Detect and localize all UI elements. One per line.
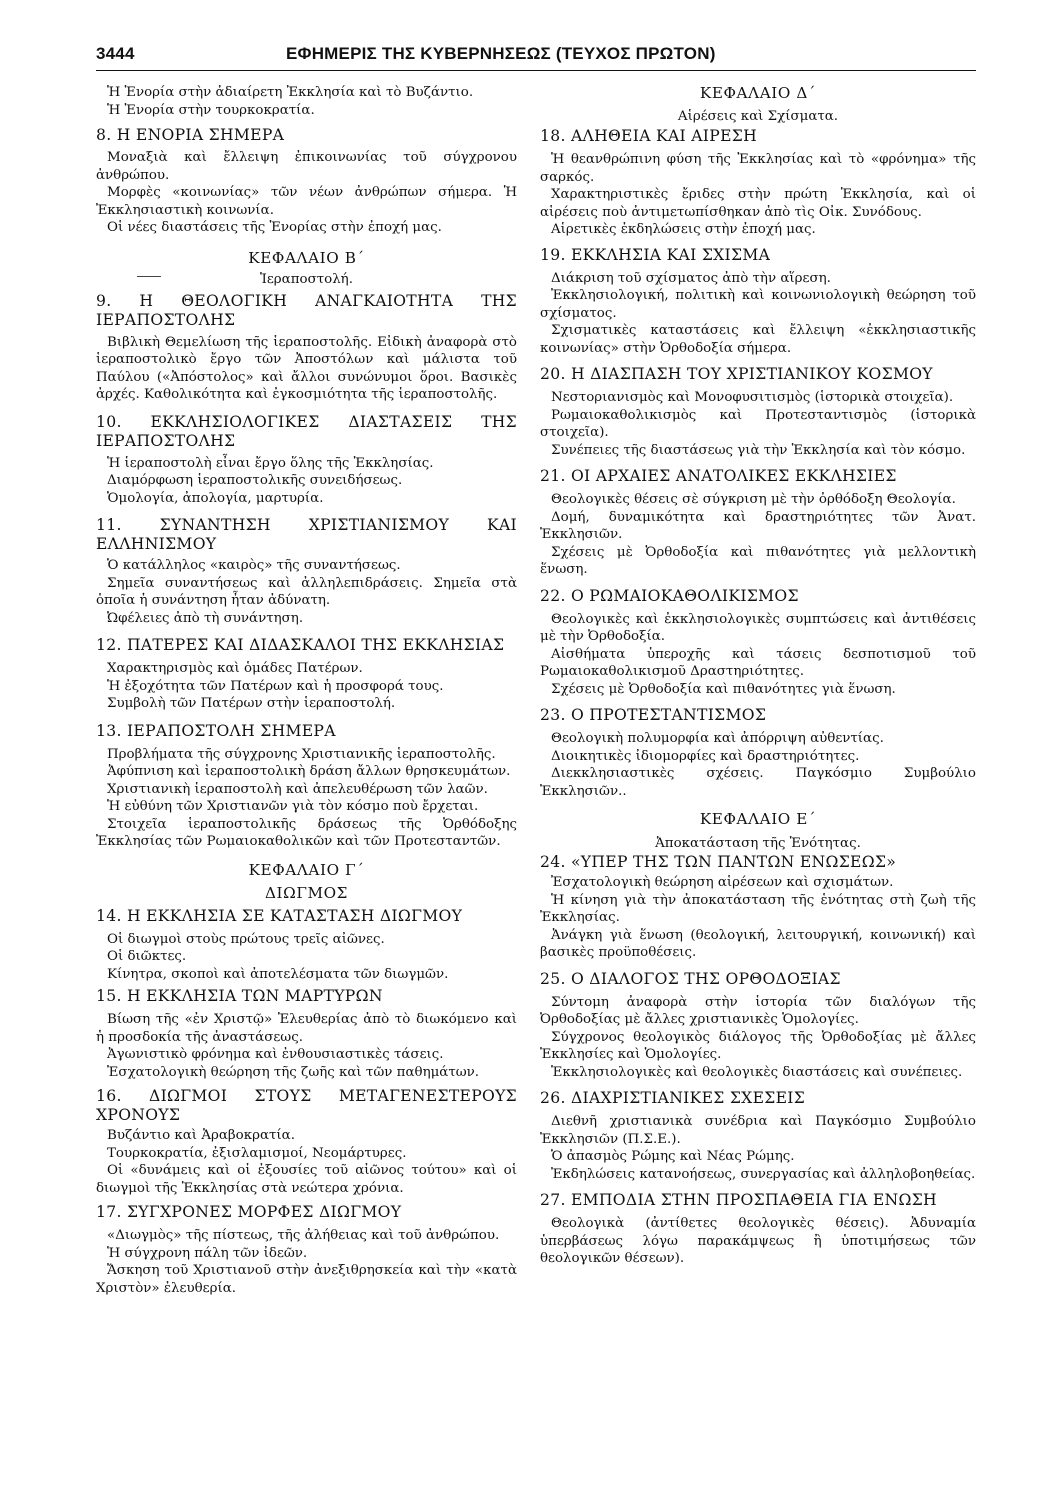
section-heading-8: 8. Η ΕΝΟΡΙΑ ΣΗΜΕΡΑ xyxy=(96,126,285,144)
section-line: Συμβολὴ τῶν Πατέρων στὴν ἱεραποστολή. xyxy=(107,696,396,711)
section-line: Θεολογικὲς θέσεις σὲ σύγκριση μὲ τὴν ὀρθόδοξη Θεολογία. xyxy=(551,492,956,507)
section-body-13 xyxy=(96,746,517,851)
section-line: Βίωση τῆς «ἐν Χριστῷ» Ἐλευθερίας ἀπὸ τὸ διωκόμενο καὶ ἡ προσδοκία τῆς ἀναστάσεως. xyxy=(96,1012,517,1045)
section-heading-22: 22. Ο ΡΩΜΑΙΟΚΑΘΟΛΙΚΙΣΜΟΣ xyxy=(540,586,799,605)
section-line: Ἡ κίνηση γιὰ τὴν ἀποκατάσταση τῆς ἑνότητας στὴ ζωὴ τῆς Ἐκκλησίας. xyxy=(540,892,976,925)
section-line: Ἡ σύγχρονη πάλη τῶν ἰδεῶν. xyxy=(107,1245,308,1261)
section-line: Οἱ διωγμοὶ στοὺς πρώτους τρεῖς αἰῶνες. xyxy=(107,931,385,947)
section-heading-24: 24. «ΥΠΕΡ ΤΗΣ ΤΩΝ ΠΑΝΤΩΝ ΕΝΩΣΕΩΣ» xyxy=(540,853,897,871)
section-heading-21: 21. ΟΙ ΑΡΧΑΙΕΣ ΑΝΑΤΟΛΙΚΕΣ ΕΚΚΛΗΣΙΕΣ xyxy=(540,467,897,485)
section-heading-27: 27. ΕΜΠΟΔΙΑ ΣΤΗΝ ΠΡΟΣΠΑΘΕΙΑ ΓΙΑ ΕΝΩΣΗ xyxy=(540,1191,937,1209)
section-body-21 xyxy=(540,491,976,579)
section-heading-23: 23. Ο ΠΡΟΤΕΣΤΑΝΤΙΣΜΟΣ xyxy=(540,706,767,724)
section-heading-10: 10. ΕΚΚΛΗΣΙΟΛΟΓΙΚΕΣ ΔΙΑΣΤΑΣΕΙΣ ΤΗΣ ΙΕΡΑΠΟΣΤΟΛΗΣ xyxy=(96,412,517,450)
section-line: Διοικητικὲς ἰδιομορφίες καὶ δραστηριότητες. xyxy=(551,748,860,764)
section-heading-20: 20. Η ΔΙΑΣΠΑΣΗ ΤΟΥ ΧΡΙΣΤΙΑΝΙΚΟΥ ΚΟΣΜΟΥ xyxy=(540,365,933,383)
section-line: Ἄσκηση τοῦ Χριστιανοῦ στὴν ἀνεξιθρησκεία καὶ τὴν «κατὰ Χριστὸν» ἐλευθερία. xyxy=(96,1263,517,1296)
section-line: Ἡ ἱεραποστολὴ εἶναι ἔργο ὅλης τῆς Ἐκκλησίας. xyxy=(107,455,434,471)
chapter-title: ΚΕΦΑΛΑΙΟ Δ΄ xyxy=(699,84,817,102)
section-line: Ἀφύπνιση καὶ ἱεραποστολικὴ δράση ἄλλων θρησκευμάτων. xyxy=(107,764,511,779)
chapter-subtitle: Αἱρέσεις καὶ Σχίσματα. xyxy=(677,109,839,124)
section-line: Δομή, δυναμικότητα καὶ δραστηριότητες τῶν Ἀνατ. Ἐκκλησιῶν. xyxy=(540,509,976,542)
section-line: Θεολογικὴ πολυμορφία καὶ ἀπόρριψη αὐθεντίας. xyxy=(551,731,884,746)
section-line: Τουρκοκρατία, ἐξισλαμισμοί, Νεομάρτυρες. xyxy=(107,1145,407,1161)
header-rule xyxy=(96,70,976,71)
section-line: Χαρακτηρισμὸς καὶ ὁμάδες Πατέρων. xyxy=(107,661,363,676)
section-line: Ἀνάγκη γιὰ ἕνωση (θεολογική, λειτουργική, κοινωνική) καὶ βασικὲς προϋποθέσεις. xyxy=(540,927,976,960)
section-body-24 xyxy=(540,874,976,962)
chapter-subtitle: Ἱεραποστολή. xyxy=(260,271,353,287)
section-body-19 xyxy=(540,270,976,358)
section-line: Ἡ ἐξοχότητα τῶν Πατέρων καὶ ἡ προσφορά τους. xyxy=(107,678,444,694)
section-line: Προβλήματα τῆς σύγχρονης Χριστιανικῆς ἱεραποστολῆς. xyxy=(107,746,496,762)
gazette-title: ΕΦΗΜΕΡΙΣ ΤΗΣ ΚΥΒΕΡΝΗΣΕΩΣ (ΤΕΥΧΟΣ ΠΡΩΤΟΝ) xyxy=(286,44,716,63)
section-line: Ἡ θεανθρώπινη φύση τῆς Ἐκκλησίας καὶ τὸ «φρόνημα» τῆς σαρκός. xyxy=(540,152,976,185)
section-body-9 xyxy=(96,334,517,404)
section-line: Νεστοριανισμὸς καὶ Μονοφυσιτισμὸς (ἱστορικὰ στοιχεῖα). xyxy=(551,390,954,405)
section-body-14 xyxy=(96,931,517,984)
section-line: Μορφὲς «κοινωνίας» τῶν νέων ἀνθρώπων σήμερα. Ἡ Ἐκκλησιαστικὴ κοινωνία. xyxy=(96,185,517,218)
section-line: Αἱρετικὲς ἐκδηλώσεις στὴν ἐποχή μας. xyxy=(551,222,816,237)
intro-line: Ἡ Ἐνορία στὴν ἀδιαίρετη Ἐκκλησία καὶ τὸ Βυζάντιο. xyxy=(107,85,474,100)
section-line: Οἱ νέες διαστάσεις τῆς Ἐνορίας στὴν ἐποχή μας. xyxy=(107,220,442,235)
section-body-26 xyxy=(540,1113,976,1183)
page-header xyxy=(96,44,976,70)
section-line: Ἐκδηλώσεις κατανοήσεως, συνεργασίας καὶ ἀλληλοβοηθείας. xyxy=(551,1166,976,1182)
section-line: Σημεῖα συναντήσεως καὶ ἀλληλεπιδράσεις. Σημεῖα στὰ ὁποῖα ἡ συνάντηση ἦταν ἀδύνατη. xyxy=(96,575,517,608)
section-line: Θεολογικὰ (ἀντίθετες θεολογικὲς θέσεις). Ἀδυναμία ὑπερβάσεως λόγω παρακάμψεως ἢ ὑποτιμήσεως τῶν θεολογικῶν θέσεων). xyxy=(540,1216,976,1266)
right-column xyxy=(540,84,976,1268)
section-heading-17: 17. ΣΥΓΧΡΟΝΕΣ ΜΟΡΦΕΣ ΔΙΩΓΜΟΥ xyxy=(96,1203,402,1221)
section-body-11 xyxy=(96,557,517,627)
section-body-17 xyxy=(96,1227,517,1297)
section-line: Ρωμαιοκαθολικισμὸς καὶ Προτεσταντισμὸς (ἱστορικὰ στοιχεῖα). xyxy=(540,407,976,440)
section-heading-12: 12. ΠΑΤΕΡΕΣ ΚΑΙ ΔΙΔΑΣΚΑΛΟΙ ΤΗΣ ΕΚΚΛΗΣΙΑΣ xyxy=(96,636,505,654)
section-body-16 xyxy=(96,1127,517,1197)
section-line: Χριστιανικὴ ἱεραποστολὴ καὶ ἀπελευθέρωση τῶν λαῶν. xyxy=(107,781,488,797)
chapter-subtitle: Ἀποκατάσταση τῆς Ἑνότητας. xyxy=(655,836,861,851)
section-line: Κίνητρα, σκοποὶ καὶ ἀποτελέσματα τῶν διωγμῶν. xyxy=(107,966,449,982)
section-heading-15: 15. Η ΕΚΚΛΗΣΙΑ ΤΩΝ ΜΑΡΤΥΡΩΝ xyxy=(96,987,383,1005)
section-line: Βυζάντιο καὶ Ἀραβοκρατία. xyxy=(107,1128,295,1143)
section-line: Μοναξιὰ καὶ ἔλλειψη ἐπικοινωνίας τοῦ σύγχρονου ἀνθρώπου. xyxy=(96,150,517,183)
section-heading-11: 11. ΣΥΝΑΝΤΗΣΗ ΧΡΙΣΤΙΑΝΙΣΜΟΥ ΚΑΙ ΕΛΛΗΝΙΣΜΟΥ xyxy=(96,516,517,553)
section-line: Αἰσθήματα ὑπεροχῆς καὶ τάσεις δεσποτισμοῦ τοῦ Ρωμαιοκαθολικισμοῦ Δραστηριότητες. xyxy=(540,646,976,679)
section-line: Ἐσχατολογικὴ θεώρηση αἱρέσεων καὶ σχισμάτων. xyxy=(551,875,894,890)
intro-line: Ἡ Ἐνορία στὴν τουρκοκρατία. xyxy=(107,102,315,118)
section-body-22 xyxy=(540,611,976,699)
section-line: Συνέπειες τῆς διαστάσεως γιὰ τὴν Ἐκκλησία καὶ τὸν κόσμο. xyxy=(551,442,966,458)
section-line: Ὁ ἀπασμὸς Ρώμης καὶ Νέας Ρώμης. xyxy=(551,1149,795,1164)
section-line: Διαμόρφωση ἱεραποστολικῆς συνειδήσεως. xyxy=(107,473,403,488)
section-line: Σύντομη ἀναφορὰ στὴν ἱστορία τῶν διαλόγων τῆς Ὀρθοδοξίας μὲ ἄλλες χριστιανικὲς Ὁμολογίες. xyxy=(540,994,976,1027)
section-line: Οἱ «δυνάμεις καὶ οἱ ἐξουσίες τοῦ αἰῶνος τούτου» καὶ οἱ διωγμοὶ τῆς Ἐκκλησίας στὰ νεώτερα χρόνια. xyxy=(96,1163,517,1196)
section-line: Οἱ διῶκτες. xyxy=(107,949,187,964)
section-line: Θεολογικὲς καὶ ἐκκλησιολογικὲς συμπτώσεις καὶ ἀντιθέσεις μὲ τὴν Ὀρθοδοξία. xyxy=(540,611,976,644)
section-heading-19: 19. ΕΚΚΛΗΣΙΑ ΚΑΙ ΣΧΙΣΜΑ xyxy=(540,245,771,264)
section-heading-25: 25. Ο ΔΙΑΛΟΓΟΣ ΤΗΣ ΟΡΘΟΔΟΞΙΑΣ xyxy=(540,969,841,988)
section-line: Σχισματικὲς καταστάσεις καὶ ἔλλειψη «ἐκκλησιαστικῆς κοινωνίας» στὴν Ὀρθοδοξία σήμερα. xyxy=(540,323,976,356)
section-body-20 xyxy=(540,389,976,459)
section-body-18 xyxy=(540,151,976,239)
left-column xyxy=(96,84,517,1297)
section-body-15 xyxy=(96,1011,517,1081)
section-line: «Διωγμὸς» τῆς πίστεως, τῆς ἀλήθειας καὶ τοῦ ἀνθρώπου. xyxy=(107,1228,500,1243)
section-heading-18: 18. ΑΛΗΘΕΙΑ ΚΑΙ ΑΙΡΕΣΗ xyxy=(540,127,757,145)
section-heading-9: 9. Η ΘΕΟΛΟΓΙΚΗ ΑΝΑΓΚΑΙΟΤΗΤΑ ΤΗΣ ΙΕΡΑΠΟΣΤΟΛΗΣ xyxy=(96,291,517,329)
section-line: Σύγχρονος θεολογικὸς διάλογος τῆς Ὀρθοδοξίας μὲ ἄλλες Ἐκκλησίες καὶ Ὁμολογίες. xyxy=(540,1029,976,1062)
section-body-25 xyxy=(540,994,976,1082)
section-line: Ὁ κατάλληλος «καιρὸς» τῆς συναντήσεως. xyxy=(107,558,401,573)
section-line: Σχέσεις μὲ Ὀρθοδοξία καὶ πιθανότητες γιὰ ἕνωση. xyxy=(551,681,896,697)
section-line: Ἡ εὐθύνη τῶν Χριστιανῶν γιὰ τὸν κόσμο ποὺ ἔρχεται. xyxy=(107,799,479,814)
section-line: Ὁμολογία, ἀπολογία, μαρτυρία. xyxy=(107,490,324,506)
section-line: Στοιχεῖα ἱεραποστολικῆς δράσεως τῆς Ὀρθόδοξης Ἐκκλησίας τῶν Ρωμαιοκαθολικῶν καὶ τῶν Προτεσταντῶν. xyxy=(96,816,517,849)
chapter-title: ΚΕΦΑΛΑΙΟ Ε΄ xyxy=(699,810,817,828)
chapter-title: ΚΕΦΑΛΑΙΟ Β΄ xyxy=(248,248,365,267)
section-body-23 xyxy=(540,730,976,800)
section-heading-14: 14. Η ΕΚΚΛΗΣΙΑ ΣΕ ΚΑΤΑΣΤΑΣΗ ΔΙΩΓΜΟΥ xyxy=(96,906,463,925)
section-line: Χαρακτηριστικὲς ἔριδες στὴν πρώτη Ἐκκλησία, καὶ οἱ αἱρέσεις ποὺ ἀντιμετωπίσθηκαν ἀπὸ τὶς Οἰκ. Συνόδους. xyxy=(540,187,976,220)
section-heading-16: 16. ΔΙΩΓΜΟΙ ΣΤΟΥΣ ΜΕΤΑΓΕΝΕΣΤΕΡΟΥΣ ΧΡΟΝΟΥΣ xyxy=(96,1087,517,1124)
section-body-27 xyxy=(540,1215,976,1268)
section-body-12 xyxy=(96,660,517,713)
section-body-8 xyxy=(96,149,517,237)
section-line: Ἐσχατολογικὴ θεώρηση τῆς ζωῆς καὶ τῶν παθημάτων. xyxy=(107,1064,480,1080)
section-line: Διάκριση τοῦ σχίσματος ἀπὸ τὴν αἵρεση. xyxy=(551,270,831,286)
section-line: Ἐκκλησιολογική, πολιτικὴ καὶ κοινωνιολογικὴ θεώρηση τοῦ σχίσματος. xyxy=(540,288,976,321)
page-number: 3444 xyxy=(96,44,135,63)
section-heading-13: 13. ΙΕΡΑΠΟΣΤΟΛΗ ΣΗΜΕΡΑ xyxy=(96,721,336,740)
section-line: Ἀγωνιστικὸ φρόνημα καὶ ἐνθουσιαστικὲς τάσεις. xyxy=(107,1047,444,1062)
chapter-subtitle: ΔΙΩΓΜΟΣ xyxy=(264,883,349,902)
section-body-10 xyxy=(96,455,517,508)
section-line: Διεκκλησιαστικὲς σχέσεις. Παγκόσμιο Συμβούλιο Ἐκκλησιῶν.. xyxy=(540,766,976,799)
section-line: Ἐκκλησιολογικὲς καὶ θεολογικὲς διαστάσεις καὶ συνέπειες. xyxy=(551,1064,963,1080)
section-line: Ὠφέλειες ἀπὸ τὴ συνάντηση. xyxy=(107,610,304,626)
chapter-title: ΚΕΦΑΛΑΙΟ Γ΄ xyxy=(248,860,365,879)
section-line: Βιβλικὴ Θεμελίωση τῆς ἱεραποστολῆς. Εἰδικὴ ἀναφορὰ στὸ ἱεραποστολικὸ ἔργο τῶν Ἀποστόλων καὶ μάλιστα τοῦ Παύλου («Ἀπόστολος» καὶ ἄλλοι συνώνυμοι ὅροι. Βασικὲς ἀρχές. Καθολικότητα καὶ ἐγκοσμιότητα τῆς ἱεραποστολῆς. xyxy=(96,334,517,402)
section-line: Σχέσεις μὲ Ὀρθοδοξία καὶ πιθανότητες γιὰ μελλοντικὴ ἕνωση. xyxy=(540,544,976,577)
section-heading-26: 26. ΔΙΑΧΡΙΣΤΙΑΝΙΚΕΣ ΣΧΕΣΕΙΣ xyxy=(540,1089,806,1107)
section-line: Διεθνῆ χριστιανικὰ συνέδρια καὶ Παγκόσμιο Συμβούλιο Ἐκκλησιῶν (Π.Σ.Ε.). xyxy=(540,1114,976,1147)
